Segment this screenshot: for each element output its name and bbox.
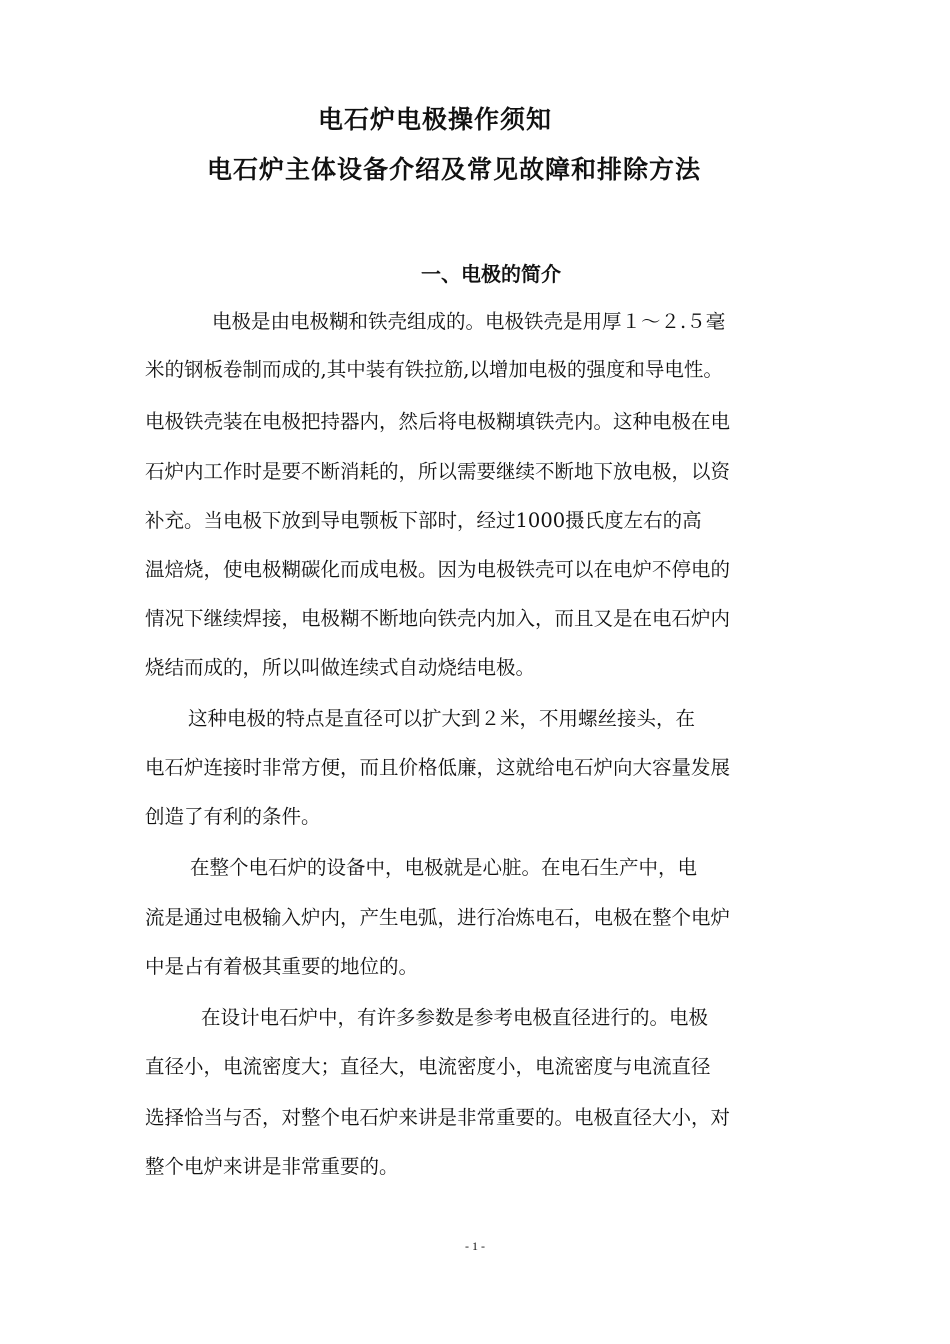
paragraph-line: 补充。当电极下放到导电颚板下部时，经过1000摄氏度左右的高 — [145, 509, 702, 532]
paragraph-line: 米的钢板卷制而成的,其中装有铁拉筋,以增加电极的强度和导电性。 — [145, 358, 723, 381]
paragraph-line: 情况下继续焊接，电极糊不断地向铁壳内加入，而且又是在电石炉内 — [145, 607, 731, 630]
document-subtitle: 电石炉主体设备介绍及常见故障和排除方法 — [207, 155, 702, 184]
paragraph-line: 烧结而成的，所以叫做连续式自动烧结电极。 — [145, 656, 536, 679]
section-heading: 一、电极的简介 — [421, 262, 561, 286]
paragraph-line: 温焙烧，使电极糊碳化而成电极。因为电极铁壳可以在电炉不停电的 — [145, 558, 731, 581]
paragraph-line: 电极是由电极糊和铁壳组成的。电极铁壳是用厚１～２.５毫 — [212, 310, 726, 333]
paragraph-line: 选择恰当与否，对整个电石炉来讲是非常重要的。电极直径大小，对 — [145, 1106, 731, 1129]
paragraph-line: 流是通过电极输入炉内，产生电弧，进行冶炼电石，电极在整个电炉 — [145, 906, 731, 929]
paragraph-line: 整个电炉来讲是非常重要的。 — [145, 1155, 399, 1178]
paragraph-line: 直径小，电流密度大；直径大，电流密度小，电流密度与电流直径 — [145, 1055, 711, 1078]
document-title: 电石炉电极操作须知 — [318, 105, 553, 134]
paragraph-line: 在整个电石炉的设备中，电极就是心脏。在电石生产中，电 — [190, 856, 698, 879]
page-number: - 1 - — [465, 1239, 485, 1253]
paragraph-line: 电石炉连接时非常方便，而且价格低廉，这就给电石炉向大容量发展 — [145, 756, 731, 779]
paragraph-line: 创造了有利的条件。 — [145, 805, 321, 828]
paragraph-line: 石炉内工作时是要不断消耗的，所以需要继续不断地下放电极，以资 — [145, 460, 731, 483]
paragraph-line: 这种电极的特点是直径可以扩大到２米，不用螺丝接头，在 — [188, 707, 696, 730]
paragraph-line: 电极铁壳装在电极把持器内，然后将电极糊填铁壳内。这种电极在电 — [145, 410, 731, 433]
paragraph-line: 中是占有着极其重要的地位的。 — [145, 955, 419, 978]
paragraph-line: 在设计电石炉中，有许多参数是参考电极直径进行的。电极 — [201, 1006, 709, 1029]
